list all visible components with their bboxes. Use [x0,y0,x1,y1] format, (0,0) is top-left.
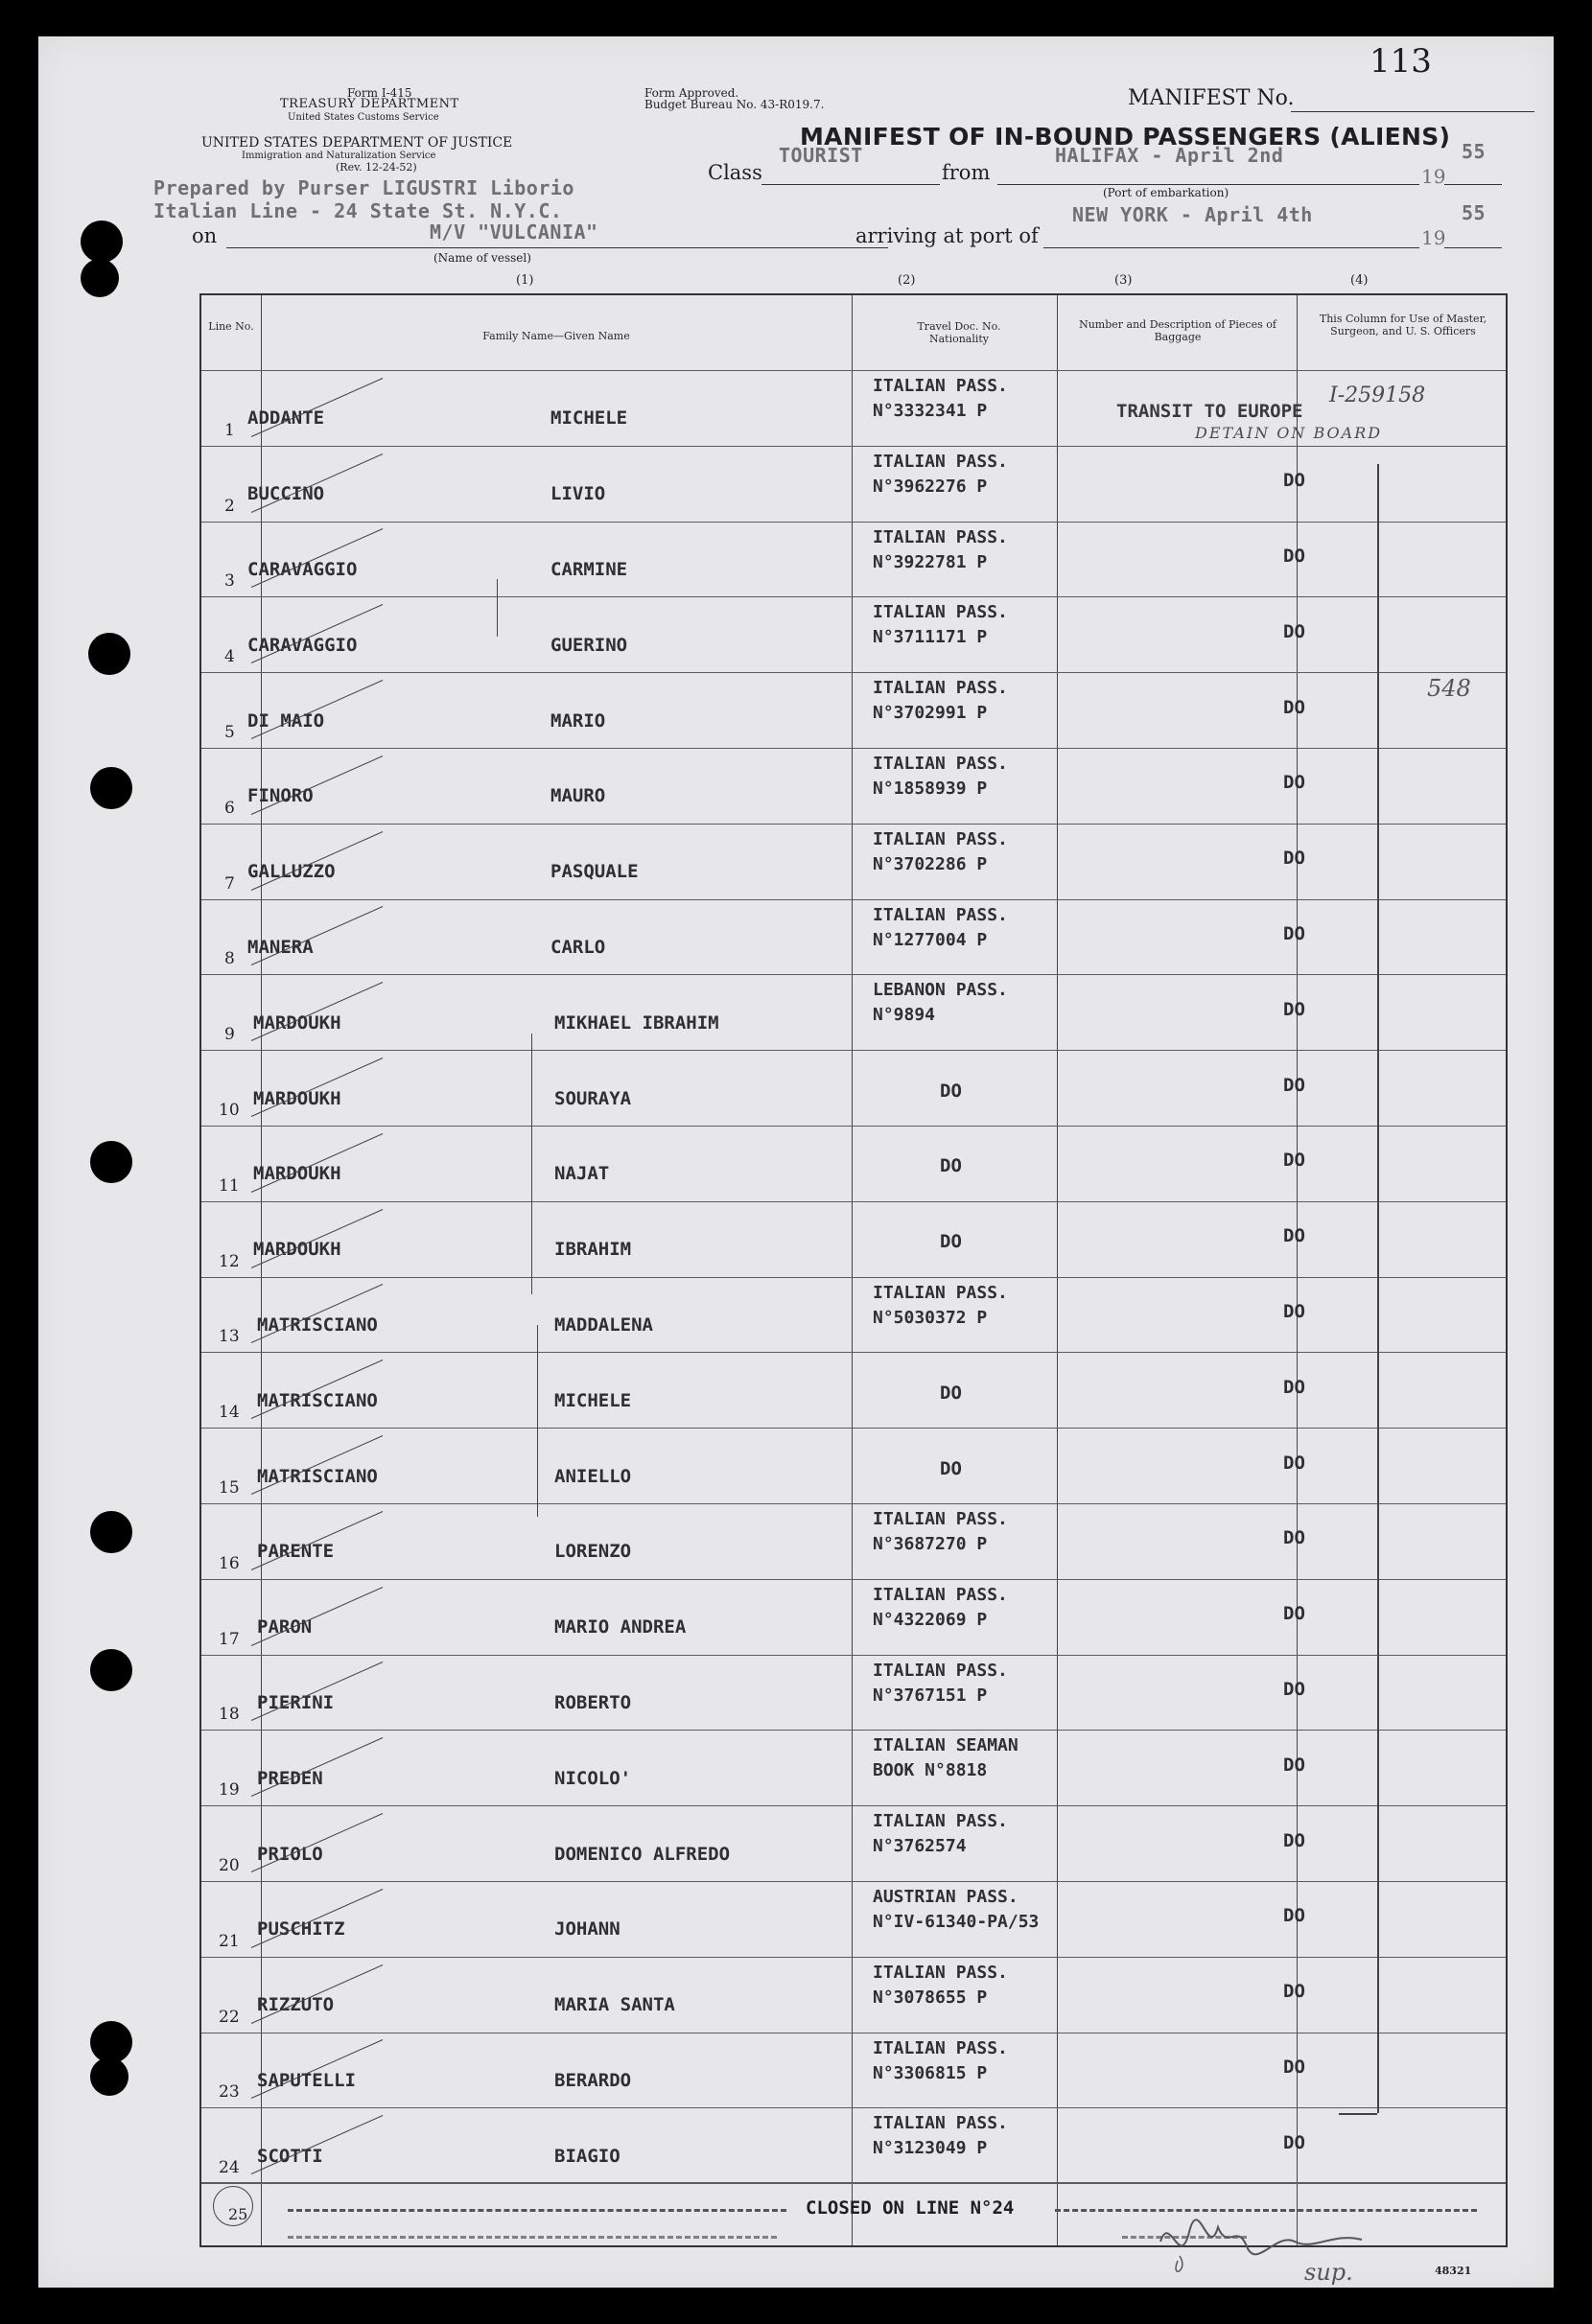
punch-hole [88,633,130,675]
baggage-ditto: DO [1283,848,1305,870]
travel-doc-number: N°3962276 P [873,476,988,497]
table-row [201,1126,1506,1201]
travel-doc-type: ITALIAN SEAMAN [873,1735,1018,1756]
table-row [201,1730,1506,1805]
table-row [201,1655,1506,1731]
closed-on-line: CLOSED ON LINE N°24 [806,2197,1015,2219]
vessel-underline [226,247,888,248]
given-name: JOHANN [554,1918,620,1941]
baggage-ditto: DO [1283,696,1305,718]
hand-bracket-end [1339,2113,1377,2115]
table-row [201,1352,1506,1428]
travel-doc-type: ITALIAN PASS. [873,451,1008,472]
year-prefix-from: 19 [1421,165,1446,188]
arriving-value: NEW YORK - April 4th [1072,203,1313,226]
family-name: PRIOLO [257,1843,323,1865]
baggage-ditto: DO [1283,1452,1305,1474]
travel-doc-type: ITALIAN PASS. [873,828,1008,849]
travel-doc-number: N°3922781 P [873,551,988,572]
given-name: MICHELE [550,407,628,430]
family-name: PUSCHITZ [257,1918,345,1941]
travel-doc-type: ITALIAN PASS. [873,904,1008,925]
baggage-ditto: DO [1283,1754,1305,1776]
travel-doc-type: LEBANON PASS. [873,980,1008,1001]
travel-doc-number: N°3123049 P [873,2138,988,2159]
baggage-ditto: DO [1283,1678,1305,1700]
col-num-2: (2) [898,273,916,288]
given-name: PASQUALE [550,861,639,883]
travel-doc-number: N°3711171 P [873,627,988,648]
baggage-ditto: DO [1283,1981,1305,2003]
manifest-no-label: MANIFEST No. [1128,86,1295,110]
given-name: ANIELLO [554,1465,632,1487]
justice-dept: UNITED STATES DEPARTMENT OF JUSTICE [201,135,513,151]
travel-doc-number: N°3762574 [873,1836,967,1857]
class-underline [761,184,940,185]
given-name: MADDALENA [554,1313,653,1336]
form-number: Form I-415 [347,86,412,100]
row-number: 13 [219,1327,240,1347]
prepared-by-line2: Italian Line - 24 State St. N.Y.C. [153,199,563,222]
family-name: MARDOUKH [253,1239,341,1261]
header-name: Family Name—Given Name [482,330,630,342]
table-row [201,824,1506,899]
table-row [201,2107,1506,2183]
baggage-ditto: DO [1283,2056,1305,2078]
travel-doc-type: ITALIAN PASS. [873,526,1008,547]
row-number: 12 [219,1251,240,1271]
row-number: 19 [219,1780,240,1801]
table-row [201,1881,1506,1957]
family-bracket [531,1034,532,1294]
row-number: 6 [224,798,235,818]
travel-doc-ditto: DO [940,1155,962,1177]
travel-doc-ditto: DO [940,1080,962,1102]
baggage-ditto: DO [1283,1527,1305,1549]
family-name: BUCCINO [247,483,325,505]
baggage-ditto: DO [1283,620,1305,642]
given-name: ROBERTO [554,1691,632,1713]
baggage-ditto: DO [1283,470,1305,492]
row-number: 18 [219,1705,240,1725]
on-label: on [192,224,218,247]
travel-doc-type: ITALIAN PASS. [873,1811,1008,1832]
row-number: 5 [224,722,235,742]
row-number: 15 [219,1477,240,1498]
family-name: ADDANTE [247,407,325,430]
punch-hole [90,1511,132,1553]
manifest-number: 113 [1370,42,1432,81]
family-name: FINORO [247,785,314,807]
travel-doc-type: ITALIAN PASS. [873,1660,1008,1681]
family-bracket [497,579,498,637]
punch-hole [90,1649,132,1691]
row-divider [201,2183,1506,2184]
arriving-underline [1043,247,1419,248]
family-name: PARON [257,1616,313,1638]
table-row [201,522,1506,597]
baggage-ditto: DO [1283,1376,1305,1398]
row-number: 10 [219,1100,240,1120]
form-approved: Form Approved. [644,86,739,100]
table-row [201,596,1506,672]
travel-doc-number: N°3702991 P [873,703,988,724]
travel-doc-number: N°1858939 P [873,779,988,799]
line-25-number: 25 [228,2205,248,2223]
row-number: 23 [219,2082,240,2103]
baggage-ditto: DO [1283,1905,1305,1927]
family-name: PARENTE [257,1541,335,1563]
table-row [201,1957,1506,2033]
row-number: 22 [219,2007,240,2027]
travel-doc-number: N°3687270 P [873,1534,988,1554]
travel-doc-type: ITALIAN PASS. [873,754,1008,774]
given-name: NAJAT [554,1163,610,1185]
travel-doc-type: ITALIAN PASS. [873,1509,1008,1529]
year-prefix-arrive: 19 [1421,226,1446,249]
punch-hole [90,2057,129,2096]
given-name: LORENZO [554,1541,632,1563]
family-name: MANERA [247,936,314,958]
ins-service: Immigration and Naturalization Service [242,151,436,161]
baggage-ditto: DO [1283,1603,1305,1625]
travel-doc-type: ITALIAN PASS. [873,1282,1008,1303]
travel-doc-type: ITALIAN PASS. [873,1584,1008,1605]
class-label: Class [708,161,762,184]
punch-hole [90,767,132,809]
row-number: 8 [224,949,235,969]
prepared-by-line1: Prepared by Purser LIGUSTRI Liborio [153,176,574,199]
given-name: NICOLO' [554,1767,632,1789]
punch-hole [81,259,119,297]
year-arrive: 55 [1462,201,1487,224]
row-number: 21 [219,1931,240,1951]
treasury-dept: TREASURY DEPARTMENT [280,97,459,111]
given-name: GUERINO [550,634,628,656]
travel-doc-type: ITALIAN PASS. [873,678,1008,699]
manifest-no-underline [1291,111,1534,112]
closed-dashes-left-2 [288,2236,777,2239]
vessel-caption: (Name of vessel) [433,251,531,265]
col-num-4: (4) [1350,273,1369,288]
baggage-ditto: DO [1283,1829,1305,1851]
row-number: 4 [224,647,235,667]
col-num-3: (3) [1114,273,1133,288]
row-number: 24 [219,2158,240,2178]
given-name: BIAGIO [554,2145,620,2167]
travel-doc-number: N°5030372 P [873,1307,988,1328]
given-name: MARIA SANTA [554,1994,675,2016]
travel-doc-number: N°3332341 P [873,401,988,421]
travel-doc-number: N°IV-61340-PA/53 [873,1912,1040,1932]
given-name: DOMENICO ALFREDO [554,1843,731,1865]
given-name: IBRAHIM [554,1239,632,1261]
table-row [201,1805,1506,1881]
given-name: SOURAYA [554,1087,632,1109]
baggage-ditto: DO [1283,1300,1305,1322]
family-name: MATRISCIANO [257,1389,378,1411]
year-arrive-underline [1444,247,1502,248]
budget-bureau: Budget Bureau No. 43-R019.7. [644,98,825,111]
travel-doc-ditto: DO [940,1382,962,1404]
baggage-ditto: DO [1283,2131,1305,2153]
travel-doc-number: N°4322069 P [873,1609,988,1630]
hand-bracket-line [1377,464,1379,2113]
vessel-name: M/V "VULCANIA" [430,221,598,244]
row-number: 9 [224,1025,235,1045]
hand-mark-548: 548 [1427,675,1471,702]
family-name: CARAVAGGIO [247,634,358,656]
hand-officer-number: I-259158 [1329,383,1426,407]
table-row [201,2033,1506,2108]
family-name: MATRISCIANO [257,1465,378,1487]
baggage-ditto: DO [1283,545,1305,567]
travel-doc-number: N°3078655 P [873,1987,988,2008]
given-name: MARIO [550,709,606,732]
table-row [201,974,1506,1050]
table-row [201,1428,1506,1503]
header-line-no: Line No. [208,320,254,333]
baggage-ditto: DO [1283,998,1305,1020]
travel-doc-type: ITALIAN PASS. [873,376,1008,396]
table-row [201,446,1506,522]
family-name: GALLUZZO [247,861,336,883]
table-row [201,672,1506,748]
row-number: 16 [219,1553,240,1573]
signature-sup: sup. [1304,2259,1353,2286]
manifest-sheet [38,36,1554,2288]
row-number: 2 [224,496,235,516]
row-number: 11 [219,1175,240,1196]
travel-doc-type: AUSTRIAN PASS. [873,1887,1018,1907]
travel-doc-ditto: DO [940,1231,962,1253]
class-value: TOURIST [779,144,863,167]
family-name: SAPUTELLI [257,2069,356,2091]
given-name: LIVIO [550,483,606,505]
manifest-title: MANIFEST OF IN-BOUND PASSENGERS (ALIENS) [800,123,1451,151]
travel-doc-type: ITALIAN PASS. [873,2113,1008,2134]
family-name: SCOTTI [257,2145,323,2167]
year-from-underline [1444,184,1502,185]
travel-doc-number: N°3702286 P [873,853,988,874]
family-name: DI MAIO [247,709,325,732]
row-number: 3 [224,571,235,592]
punch-hole [81,221,123,263]
travel-doc-number: BOOK N°8818 [873,1760,988,1781]
baggage-ditto: DO [1283,922,1305,944]
rev-date: (Rev. 12-24-52) [336,161,417,174]
table-row [201,899,1506,975]
closed-row-divider [201,2182,1506,2183]
given-name: MICHELE [554,1389,632,1411]
baggage-ditto: DO [1283,1225,1305,1247]
header-travel-doc: Travel Doc. No. Nationality [917,320,1001,345]
port-embarkation-caption: (Port of embarkation) [1103,186,1229,199]
travel-doc-type: ITALIAN PASS. [873,1962,1008,1983]
family-name: RIZZUTO [257,1994,335,2016]
from-underline [997,184,1419,185]
family-name: MATRISCIANO [257,1313,378,1336]
arriving-label: arriving at port of [855,224,1039,247]
header-baggage: Number and Description of Pieces of Baggage [1079,318,1276,343]
baggage-ditto: DO [1283,1150,1305,1172]
row-number: 7 [224,873,235,894]
table-row [201,748,1506,824]
given-name: MARIO ANDREA [554,1616,687,1638]
hand-detain: DETAIN ON BOARD [1195,424,1383,442]
row-number: 17 [219,1629,240,1649]
travel-doc-number: N°3767151 P [873,1685,988,1706]
given-name: BERARDO [554,2069,632,2091]
travel-doc-number: N°9894 [873,1005,936,1026]
punch-hole [90,1141,132,1183]
given-name: CARMINE [550,558,628,580]
table-row [201,1277,1506,1353]
given-name: CARLO [550,936,606,958]
header-officers: This Column for Use of Master, Surgeon, and U. S. Officers [1319,313,1487,337]
table-row [201,1503,1506,1579]
given-name: MAURO [550,785,606,807]
given-name: MIKHAEL IBRAHIM [554,1011,719,1034]
family-bracket [537,1325,538,1517]
passenger-table [199,293,1508,2247]
from-value: HALIFAX - April 2nd [1055,144,1284,167]
from-label: from [942,161,991,184]
travel-doc-type: ITALIAN PASS. [873,2037,1008,2058]
family-name: MARDOUKH [253,1163,341,1185]
col-num-1: (1) [516,273,534,288]
customs-service: United States Customs Service [288,112,439,123]
family-name: CARAVAGGIO [247,558,358,580]
travel-doc-number: N°3306815 P [873,2062,988,2083]
baggage-ditto: DO [1283,772,1305,794]
family-name: PREDEN [257,1767,323,1789]
row-number: 1 [224,420,235,440]
closed-dashes-left [288,2209,786,2212]
table-row [201,1201,1506,1277]
travel-doc-number: N°1277004 P [873,929,988,950]
baggage-ditto: DO [1283,1074,1305,1096]
table-row [201,1050,1506,1126]
family-name: MARDOUKH [253,1011,341,1034]
row-number: 14 [219,1403,240,1423]
year-from: 55 [1462,140,1487,163]
row-number: 20 [219,1855,240,1875]
travel-doc-type: ITALIAN PASS. [873,602,1008,623]
table-row [201,1579,1506,1655]
family-name: MARDOUKH [253,1087,341,1109]
row1-baggage-transit: TRANSIT TO EUROPE [1116,401,1303,422]
family-name: PIERINI [257,1691,335,1713]
travel-doc-ditto: DO [940,1457,962,1479]
footer-code: 48321 [1435,2265,1472,2277]
